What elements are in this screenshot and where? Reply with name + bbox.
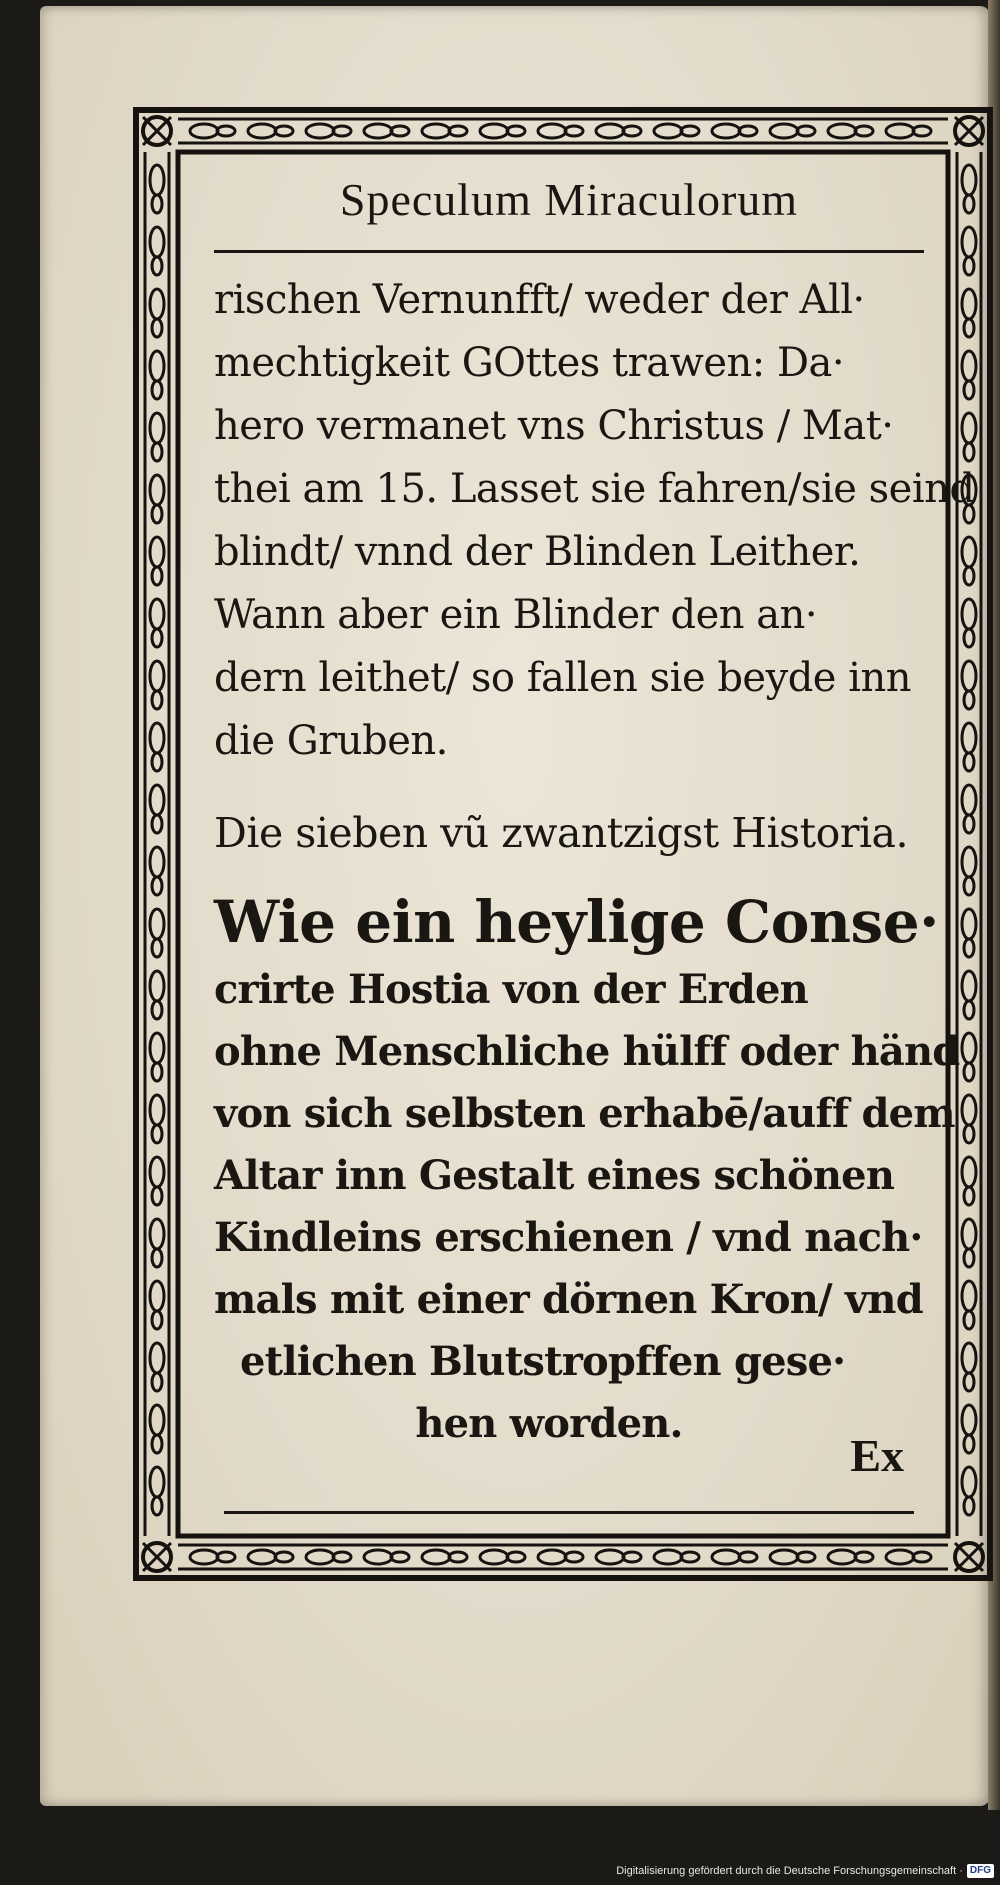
body-line: blindt/ vnnd der Blinden Leither.	[214, 529, 861, 575]
body-paragraph	[214, 269, 975, 773]
catchword: Ex	[850, 1430, 904, 1481]
body-line: die Gruben.	[214, 718, 448, 764]
title-line: Kindleins erschienen / vnd nach·	[214, 1214, 923, 1261]
body-line: mechtigkeit GOttes trawen: Da·	[214, 340, 845, 386]
digitization-credit	[616, 1861, 994, 1881]
title-line: ohne Menschliche hülff oder händ	[214, 1028, 960, 1075]
chapter-title	[214, 885, 960, 1455]
title-line: von sich selbsten erhabē/auff dem	[214, 1090, 955, 1137]
dfg-logo: DFG	[967, 1864, 994, 1878]
body-line: rischen Vernunfft/ weder der All·	[214, 277, 865, 323]
body-line: Wann aber ein Blinder den an·	[214, 592, 818, 638]
running-head: Speculum Miraculorum	[339, 174, 799, 225]
title-line: hen worden.	[415, 1400, 683, 1447]
section-heading: Die sieben vũ zwantzigst Historia.	[214, 809, 909, 857]
title-line: mals mit einer dörnen Kron/ vnd	[214, 1276, 923, 1323]
foot-rule	[224, 1511, 914, 1514]
title-line: Wie ein heylige Conse·	[214, 888, 939, 956]
body-line: thei am 15. Lasset sie fahren/sie seind	[214, 466, 975, 512]
title-line: etlichen Blutstropffen gese·	[240, 1338, 846, 1385]
title-line: crirte Hostia von der Erden	[214, 966, 808, 1013]
page-text-block	[214, 170, 975, 1510]
title-line: Altar inn Gestalt eines schönen	[214, 1152, 895, 1199]
credit-text: Digitalisierung gefördert durch die Deutsche Forschungsgemeinschaft ·	[616, 1865, 963, 1877]
body-line: dern leithet/ so fallen sie beyde inn	[214, 655, 912, 701]
head-rule	[214, 250, 924, 253]
body-line: hero vermanet vns Christus / Mat·	[214, 403, 894, 449]
